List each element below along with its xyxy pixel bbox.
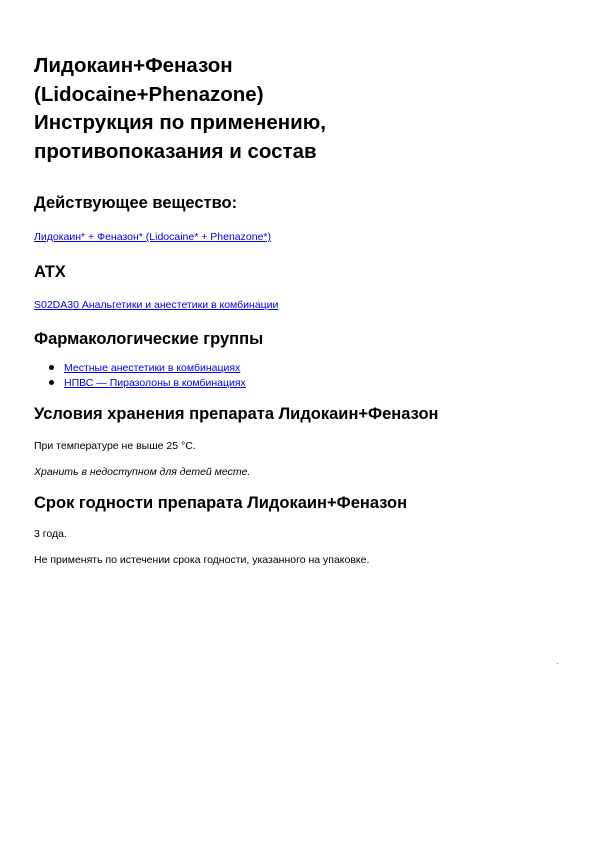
- atc-heading: ATX: [34, 263, 66, 281]
- pharm-groups-list: [34, 361, 564, 390]
- list-item: [64, 376, 564, 391]
- document-page: [34, 52, 564, 567]
- title-line: Лидокаин+Феназон: [34, 54, 233, 77]
- page-title: [34, 52, 564, 166]
- active-substance-link[interactable]: Лидокаин* + Феназон* (Lidocaine* + Phenazone*): [34, 231, 271, 243]
- pharm-group-link[interactable]: НПВС — Пиразолоны в комбинациях: [64, 376, 246, 389]
- title-line: Инструкция по применению,: [34, 111, 326, 134]
- pharm-groups-heading: Фармакологические группы: [34, 330, 264, 348]
- page-marker-dot: [557, 663, 558, 664]
- pharm-group-link[interactable]: Местные анестетики в комбинациях: [64, 362, 241, 374]
- atc-code-link[interactable]: S02DA30 Анальгетики и анестетики в комбинации: [34, 299, 279, 311]
- active-substance-heading: Действующее вещество:: [34, 194, 238, 212]
- title-line: (Lidocaine+Phenazone): [34, 82, 264, 106]
- title-line: противопоказания и состав: [34, 139, 317, 163]
- shelf-life-text: 3 года.: [34, 528, 67, 540]
- storage-text: При температуре не выше 25 °C.: [34, 440, 196, 452]
- storage-note: Хранить в недоступном для детей месте.: [34, 466, 251, 478]
- storage-heading: Условия хранения препарата Лидокаин+Феназон: [34, 405, 439, 423]
- list-item: [64, 361, 564, 376]
- shelf-life-heading: Срок годности препарата Лидокаин+Феназон: [34, 494, 408, 512]
- shelf-life-note: Не применять по истечении срока годности, указанного на упаковке.: [34, 554, 370, 566]
